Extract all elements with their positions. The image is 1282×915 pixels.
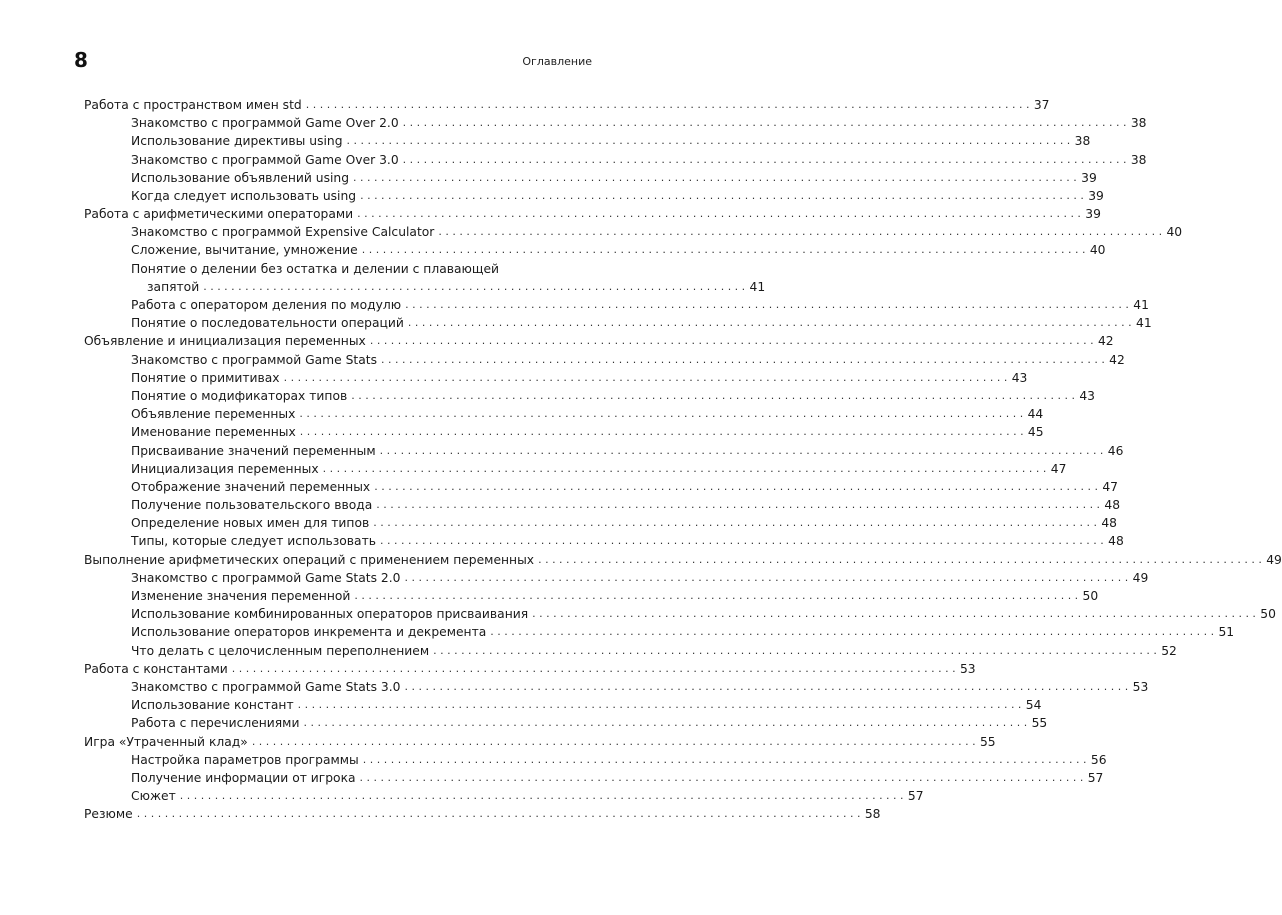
- toc-page-number: 37: [1033, 97, 1050, 112]
- dot-leader: [137, 805, 861, 823]
- toc-subsection[interactable]: [84, 533, 1124, 551]
- toc-entry-title: Понятие о делении без остатка и делении с плавающей: [131, 261, 500, 276]
- toc-subsection[interactable]: [84, 787, 924, 805]
- toc-entry-title: Объявление и инициализация переменных: [84, 334, 366, 349]
- toc-subsection[interactable]: [84, 442, 1124, 460]
- toc-entry-title: Знакомство с программой Expensive Calculator: [131, 225, 435, 240]
- dot-leader: [306, 96, 1030, 114]
- toc-subsection[interactable]: [84, 696, 1042, 714]
- dot-leader: [351, 387, 1075, 405]
- dot-leader: [362, 241, 1086, 259]
- toc-entry-title: Понятие о последовательности операций: [131, 316, 404, 331]
- toc-entry-title: Изменение значения переменной: [131, 589, 351, 604]
- toc-section[interactable]: [84, 733, 996, 751]
- toc-entry-title: Использование операторов инкремента и декремента: [131, 625, 487, 640]
- toc-section[interactable]: [84, 660, 976, 678]
- toc-page-number: 55: [979, 734, 996, 749]
- dot-leader: [284, 369, 1008, 387]
- dot-leader: [490, 623, 1214, 641]
- toc-page-number: 48: [1108, 534, 1124, 549]
- toc-entry-title: Использование директивы using: [131, 134, 343, 149]
- toc-subsection[interactable]: [84, 714, 1048, 732]
- toc-subsection[interactable]: [84, 387, 1096, 405]
- toc-page-number: 48: [1104, 498, 1121, 513]
- dot-leader: [300, 423, 1024, 441]
- toc-page-number: 41: [1133, 298, 1149, 313]
- toc-page-number: 39: [1085, 207, 1101, 222]
- dot-leader: [298, 696, 1022, 714]
- toc-entry-title: Работа с пространством имен std: [84, 97, 302, 112]
- toc-page-number: 49: [1266, 552, 1282, 567]
- dot-leader: [403, 151, 1127, 169]
- dot-leader: [380, 442, 1104, 460]
- toc-entry-title: Использование комбинированных операторов присваивания: [131, 607, 529, 622]
- toc-subsection[interactable]: [84, 423, 1044, 441]
- dot-leader: [232, 660, 956, 678]
- toc-page-number: 57: [1087, 770, 1104, 785]
- toc-subsection[interactable]: [84, 514, 1118, 532]
- dot-leader: [357, 205, 1081, 223]
- toc-page-number: 55: [1031, 716, 1048, 731]
- toc-entry-title: Резюме: [84, 807, 133, 822]
- toc-page-number: 49: [1132, 570, 1149, 585]
- toc-page-number: 40: [1089, 243, 1106, 258]
- toc-entry-title: Определение новых имен для типов: [131, 516, 370, 531]
- dot-leader: [303, 714, 1027, 732]
- toc-subsection[interactable]: [84, 496, 1121, 514]
- toc-page-number: 52: [1161, 643, 1177, 658]
- dot-leader: . . . . . . . . . . . . . . . . . . . . . . . . . . . . . . . . . . . . . . . . . . . . . . . . . . . . . . . . . . . . . . . . . . . . . . . . . . . . . .: [203, 279, 746, 293]
- dot-leader: [252, 733, 976, 751]
- dot-leader: [438, 223, 1162, 241]
- dot-leader: [354, 587, 1078, 605]
- toc-entry-title: Сюжет: [131, 789, 176, 804]
- dot-leader: [323, 460, 1047, 478]
- toc-page-number: 44: [1027, 407, 1044, 422]
- toc-entry[interactable]: [84, 260, 766, 296]
- toc-page-number: 58: [864, 807, 881, 822]
- toc-page-number: 50: [1082, 589, 1099, 604]
- toc-entry-title: Инициализация переменных: [131, 461, 319, 476]
- toc-page-number: 41: [749, 279, 766, 294]
- running-head: Оглавление: [522, 55, 592, 68]
- toc-subsection[interactable]: [84, 351, 1125, 369]
- toc-subsection[interactable]: [84, 569, 1149, 587]
- toc-subsection[interactable]: [84, 242, 1106, 260]
- toc-page-number: 56: [1090, 752, 1107, 767]
- toc-entry-title: Знакомство с программой Game Over 3.0: [131, 152, 399, 167]
- toc-page-number: 38: [1130, 152, 1147, 167]
- toc-subsection[interactable]: [84, 642, 1177, 660]
- toc-subsection[interactable]: [84, 623, 1235, 641]
- dot-leader: [299, 405, 1023, 423]
- toc-entry-title-continued: запятой: [147, 279, 200, 294]
- toc-page-number: 57: [907, 789, 924, 804]
- toc-page-number: 46: [1107, 443, 1124, 458]
- toc-section[interactable]: [84, 551, 1282, 569]
- toc-page-number: 38: [1130, 116, 1147, 131]
- dot-leader: [405, 296, 1129, 314]
- toc-entry-title: Получение пользовательского ввода: [131, 498, 373, 513]
- toc-section[interactable]: [84, 205, 1101, 223]
- toc-entry-title: Типы, которые следует использовать: [131, 534, 376, 549]
- dot-leader: [374, 478, 1098, 496]
- dot-leader: [360, 187, 1084, 205]
- dot-leader: [433, 642, 1157, 660]
- toc-entry-title: Работа с оператором деления по модулю: [131, 298, 402, 313]
- toc-entry-title: Отображение значений переменных: [131, 479, 371, 494]
- toc-page-number: 41: [1136, 316, 1152, 331]
- toc-entry-title: Что делать с целочисленным переполнением: [131, 643, 430, 658]
- dot-leader: [403, 114, 1127, 132]
- toc-entry-title: Когда следует использовать using: [131, 188, 357, 203]
- toc-entry-title: Игра «Утраченный клад»: [84, 734, 248, 749]
- toc-section[interactable]: [84, 332, 1114, 350]
- toc-page-number: 47: [1050, 461, 1067, 476]
- toc-page-number: 38: [1074, 134, 1091, 149]
- toc-entry-title: Присваивание значений переменным: [131, 443, 376, 458]
- toc-entry-title: Объявление переменных: [131, 407, 296, 422]
- toc-entry-title: Работа с перечислениями: [131, 716, 300, 731]
- toc-subsection[interactable]: [84, 405, 1044, 423]
- toc-subsection[interactable]: [84, 769, 1104, 787]
- toc-section[interactable]: [84, 805, 881, 823]
- toc-subsection[interactable]: [84, 478, 1118, 496]
- toc-subsection[interactable]: [84, 587, 1099, 605]
- dot-leader: [532, 605, 1256, 623]
- toc-subsection[interactable]: [84, 151, 1147, 169]
- dot-leader: [373, 514, 1097, 532]
- toc-subsection[interactable]: [84, 114, 1147, 132]
- toc-subsection[interactable]: [84, 605, 1276, 623]
- toc-subsection[interactable]: [84, 751, 1107, 769]
- dot-leader: [353, 169, 1077, 187]
- toc-page-number: 45: [1027, 425, 1044, 440]
- toc-entry-title: Работа с константами: [84, 661, 228, 676]
- dot-leader: [408, 314, 1132, 332]
- toc-page-number: 51: [1218, 625, 1235, 640]
- toc-subsection[interactable]: [84, 678, 1149, 696]
- dot-leader: [370, 332, 1094, 350]
- toc-entry-title: Понятие о примитивах: [131, 370, 280, 385]
- dot-leader: [376, 496, 1100, 514]
- dot-leader: [363, 751, 1087, 769]
- toc-entry-title: Сложение, вычитание, умножение: [131, 243, 358, 258]
- toc-page-number: 43: [1011, 370, 1028, 385]
- toc-page-number: 42: [1097, 334, 1114, 349]
- toc-page-number: 53: [959, 661, 976, 676]
- dot-leader: [360, 769, 1084, 787]
- toc-entry-line: [131, 278, 766, 296]
- toc-entry-title: Знакомство с программой Game Stats 3.0: [131, 679, 401, 694]
- toc-section[interactable]: [84, 96, 1050, 114]
- toc-entry-title: Именование переменных: [131, 425, 296, 440]
- toc-page-number: 47: [1102, 479, 1118, 494]
- toc-page-number: 43: [1079, 388, 1096, 403]
- toc-subsection[interactable]: [84, 460, 1067, 478]
- toc-entry-title: Использование констант: [131, 698, 294, 713]
- dot-leader: [404, 678, 1128, 696]
- toc-page-number: 48: [1101, 516, 1118, 531]
- toc-entry-title: Знакомство с программой Game Over 2.0: [131, 116, 399, 131]
- toc-entry-title: Знакомство с программой Game Stats: [131, 352, 378, 367]
- toc-page-number: 50: [1260, 607, 1276, 622]
- toc-page-number: 39: [1088, 188, 1104, 203]
- toc-page-number: 40: [1166, 225, 1183, 240]
- toc-subsection[interactable]: [84, 314, 1152, 332]
- toc-subsection[interactable]: [84, 223, 1183, 241]
- dot-leader: [538, 551, 1262, 569]
- toc-entry-title: Настройка параметров программы: [131, 752, 359, 767]
- toc-page-number: 54: [1025, 698, 1042, 713]
- toc-subsection[interactable]: [84, 187, 1104, 205]
- dot-leader: [380, 532, 1104, 550]
- dot-leader: [180, 787, 904, 805]
- dot-leader: [381, 351, 1105, 369]
- toc-entry-title: Работа с арифметическими операторами: [84, 207, 354, 222]
- toc-entry-title: Выполнение арифметических операций с применением переменных: [84, 552, 535, 567]
- dot-leader: [404, 569, 1128, 587]
- toc-page-number: 53: [1132, 679, 1149, 694]
- table-of-contents: [84, 96, 1282, 824]
- toc-entry-title: Понятие о модификаторах типов: [131, 388, 348, 403]
- page-number: 8: [74, 48, 88, 72]
- toc-entry-title: Использование объявлений using: [131, 170, 349, 185]
- toc-page-number: 39: [1081, 170, 1097, 185]
- toc-entry-title: Получение информации от игрока: [131, 770, 356, 785]
- toc-entry-title: Знакомство с программой Game Stats 2.0: [131, 570, 401, 585]
- toc-subsection[interactable]: [84, 169, 1097, 187]
- toc-subsection[interactable]: [84, 369, 1028, 387]
- toc-page-number: 42: [1109, 352, 1125, 367]
- toc-subsection[interactable]: [84, 296, 1149, 314]
- toc-subsection[interactable]: [84, 132, 1091, 150]
- dot-leader: [347, 132, 1071, 150]
